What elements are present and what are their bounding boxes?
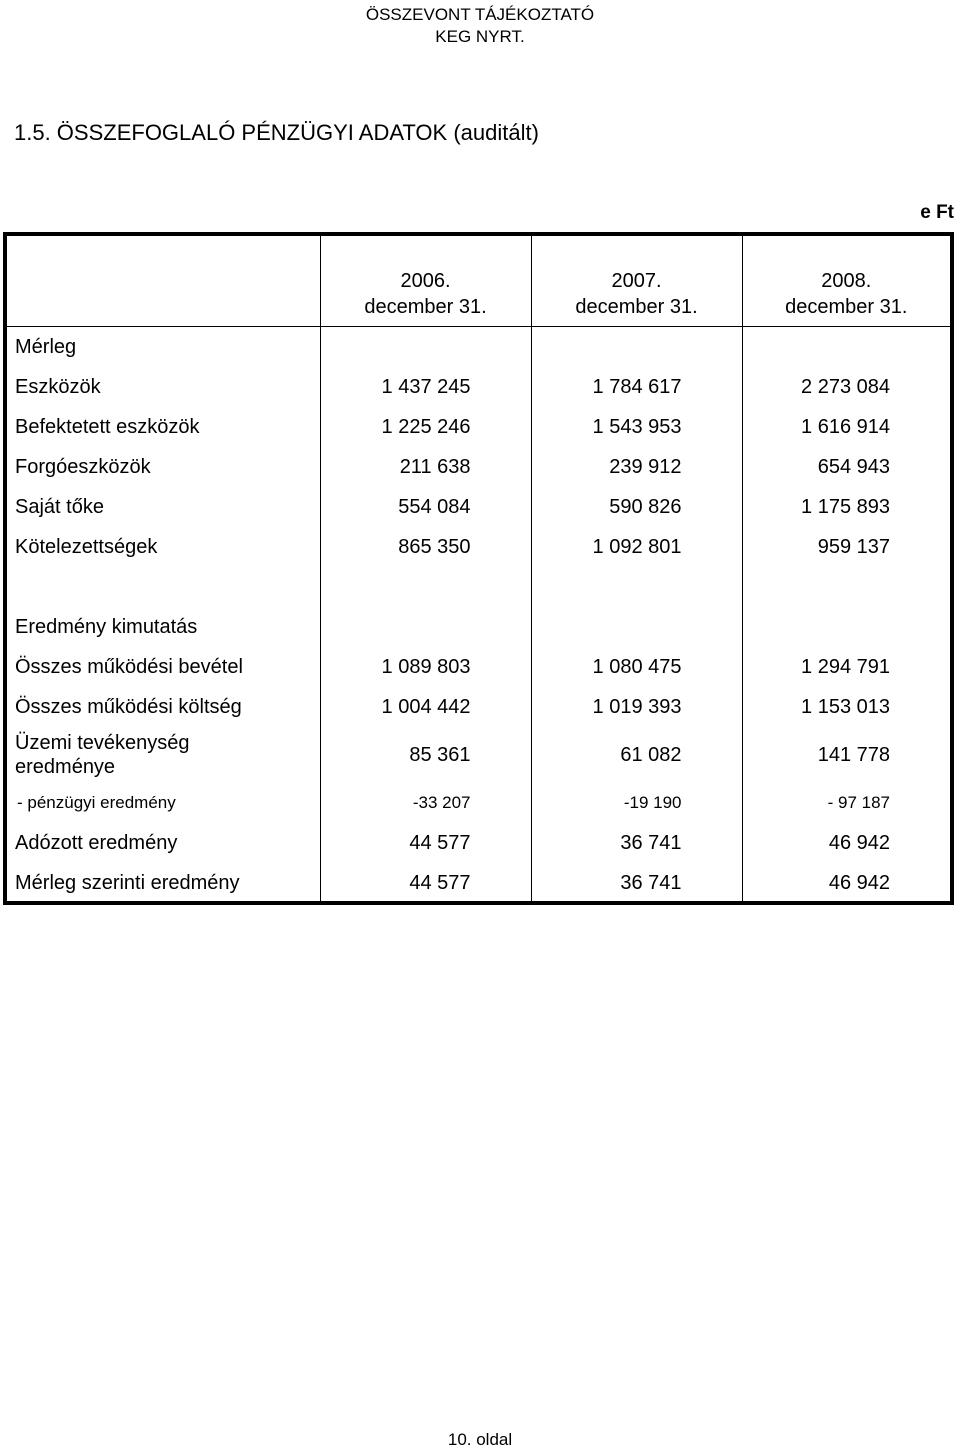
row-label: Összes működési költség [15,695,242,718]
row-label: Mérleg [15,335,77,358]
value-2006: 85 361 [320,727,531,783]
header-empty-cell [7,236,320,327]
value-2006: 1 089 803 [320,647,531,687]
value-2006: 1 437 245 [320,367,531,407]
value-2008: 46 942 [742,863,950,903]
value-2006: 1 225 246 [320,407,531,447]
section-title: 1.5. ÖSSZEFOGLALÓ PÉNZÜGYI ADATOK (auditált) [14,120,539,145]
value-2006: 44 577 [320,823,531,863]
row-label: Adózott eredmény [15,831,178,854]
value-2006: 1 004 442 [320,687,531,727]
value-2007: 61 082 [531,727,742,783]
value-2008: 1 616 914 [742,407,950,447]
section-row-merleg [7,327,950,368]
value-2008: - 97 187 [742,783,950,823]
spacer-row [7,567,950,607]
table-row-penzugyi [7,783,950,823]
unit-label: e Ft [920,202,954,223]
value-2008: 1 153 013 [742,687,950,727]
row-label: - pénzügyi eredmény [17,793,176,812]
value-2007: 1 092 801 [531,527,742,567]
section-row-eredmeny-kimutatas [7,607,950,647]
value-2006: -33 207 [320,783,531,823]
value-2006: 865 350 [320,527,531,567]
value-2008: 1 294 791 [742,647,950,687]
table-row-eszkozok [7,367,950,407]
value-2007: 36 741 [531,823,742,863]
table-row-koltseg [7,687,950,727]
table-row-bevetel [7,647,950,687]
row-label: Eredmény kimutatás [15,615,198,638]
value-2006: 44 577 [320,863,531,903]
value-2008: 654 943 [742,447,950,487]
value-2007: -19 190 [531,783,742,823]
table-row-merleg-szerinti [7,863,950,903]
value-2007: 1 543 953 [531,407,742,447]
value-2006: 554 084 [320,487,531,527]
value-2008: 141 778 [742,727,950,783]
table-header-row [7,236,950,327]
financial-table-frame [3,232,954,905]
value-2007: 1 080 475 [531,647,742,687]
row-label: Összes működési bevétel [15,655,243,678]
row-label: Üzemi tevékenység eredménye [15,732,190,778]
table-row-uzemi [7,727,950,783]
page-number: 10. oldal [447,1430,513,1449]
table-row-forgo [7,447,950,487]
row-label: Befektetett eszközök [15,415,200,438]
value-2007: 239 912 [531,447,742,487]
row-label: Kötelezettségek [15,535,158,558]
value-2008: 2 273 084 [742,367,950,407]
table-row-kotelezettsegek [7,527,950,567]
value-2008: 1 175 893 [742,487,950,527]
row-label: Eszközök [15,375,101,398]
value-2007: 1 784 617 [531,367,742,407]
value-2008: 46 942 [742,823,950,863]
table-row-sajat-toke [7,487,950,527]
table-row-befektetett [7,407,950,447]
page-header [0,4,960,48]
value-2007: 1 019 393 [531,687,742,727]
value-2007: 590 826 [531,487,742,527]
value-2006: 211 638 [320,447,531,487]
value-2007: 36 741 [531,863,742,903]
financial-table [7,236,950,903]
row-label: Saját tőke [15,495,104,518]
column-header-2007: 2007. december 31. [531,236,742,327]
header-company-name: KEG NYRT. [435,27,525,46]
header-company-doc: ÖSSZEVONT TÁJÉKOZTATÓ [365,5,595,24]
column-header-2008: 2008. december 31. [742,236,950,327]
row-label: Mérleg szerinti eredmény [15,871,240,894]
column-header-2006: 2006. december 31. [320,236,531,327]
value-2008: 959 137 [742,527,950,567]
table-row-adozott [7,823,950,863]
row-label: Forgóeszközök [15,455,151,478]
